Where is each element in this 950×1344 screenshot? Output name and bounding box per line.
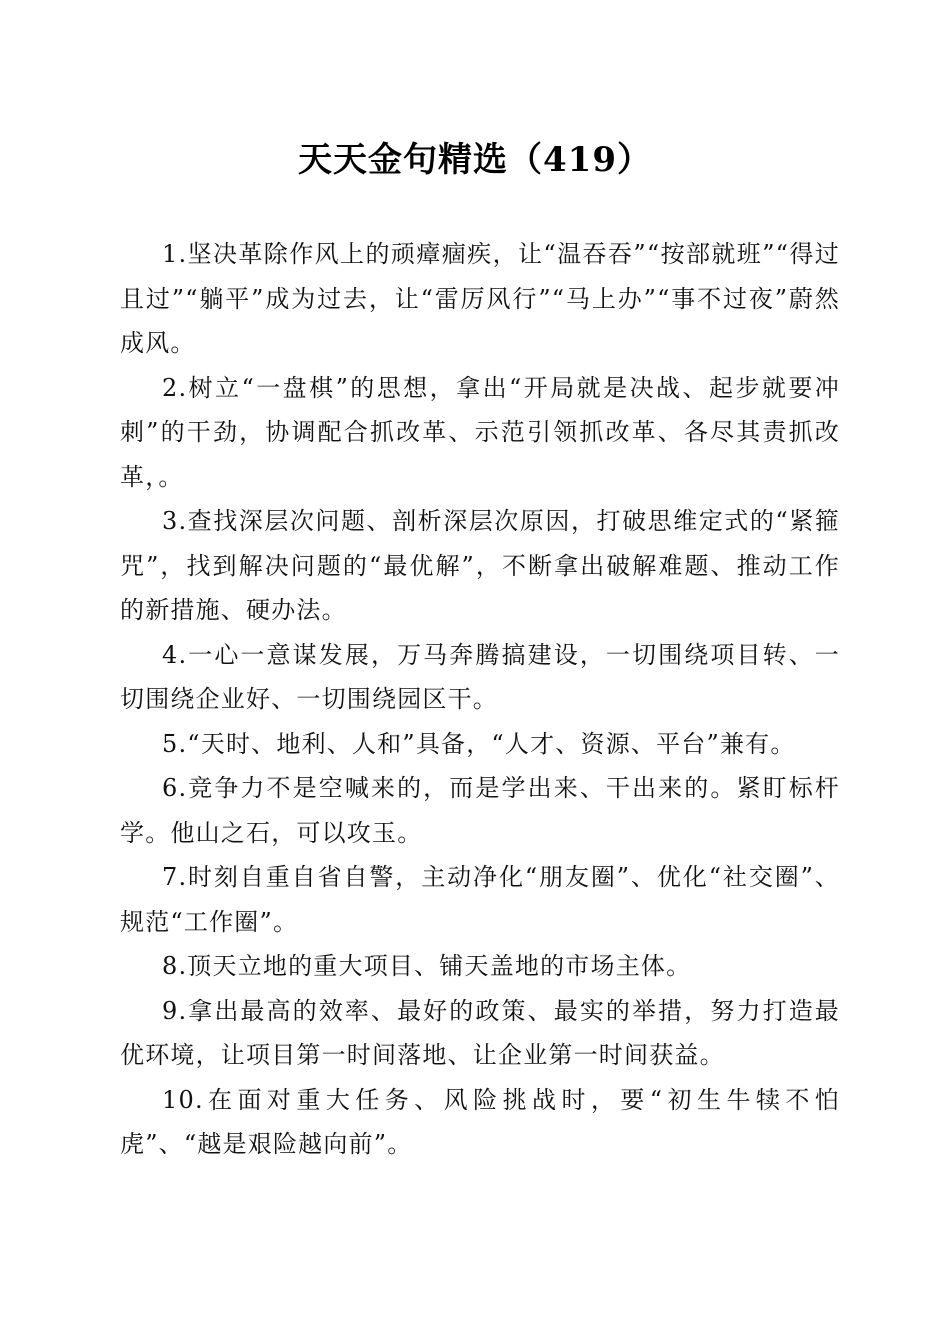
quote-item-9: 9.拿出最高的效率、最好的政策、最实的举措，努力打造最优环境，让项目第一时间落地、让企业第一时间获益。 [120,996,840,1069]
quote-item-3: 3.查找深层次问题、剖析深层次原因，打破思维定式的“紧箍咒”，找到解决问题的“最优解”，不断拿出破解难题、推动工作的新措施、硬办法。 [120,507,840,624]
quote-item-10: 10.在面对重大任务、风险挑战时，要“初生牛犊不怕虎”、“越是艰险越向前”。 [120,1085,840,1158]
quote-list [120,232,840,1167]
quote-item-8: 8.顶天立地的重大项目、铺天盖地的市场主体。 [162,952,692,980]
quote-item-6: 6.竞争力不是空喊来的，而是学出来、干出来的。紧盯标杆学。他山之石，可以攻玉。 [120,774,840,847]
quote-item-1: 1.坚决革除作风上的顽瘴痼疾，让“温吞吞”“按部就班”“得过且过”“躺平”成为过去，让“雷厉风行”“马上办”“事不过夜”蔚然成风。 [120,240,840,357]
document-title: 天天金句精选（419） [298,140,652,180]
quote-item-5: 5.“天时、地利、人和”具备，“人才、资源、平台”兼有。 [162,729,796,758]
quote-item-2: 2.树立“一盘棋”的思想，拿出“开局就是决战、起步就要冲刺”的干劲，协调配合抓改革、示范引领抓改革、各尽其责抓改革，。 [120,373,840,491]
quote-item-7: 7.时刻自重自省自警，主动净化“朋友圈”、优化“社交圈”、规范“工作圈”。 [120,863,840,936]
quote-item-4: 4.一心一意谋发展，万马奔腾搞建设，一切围绕项目转、一切围绕企业好、一切围绕园区干。 [120,640,840,713]
